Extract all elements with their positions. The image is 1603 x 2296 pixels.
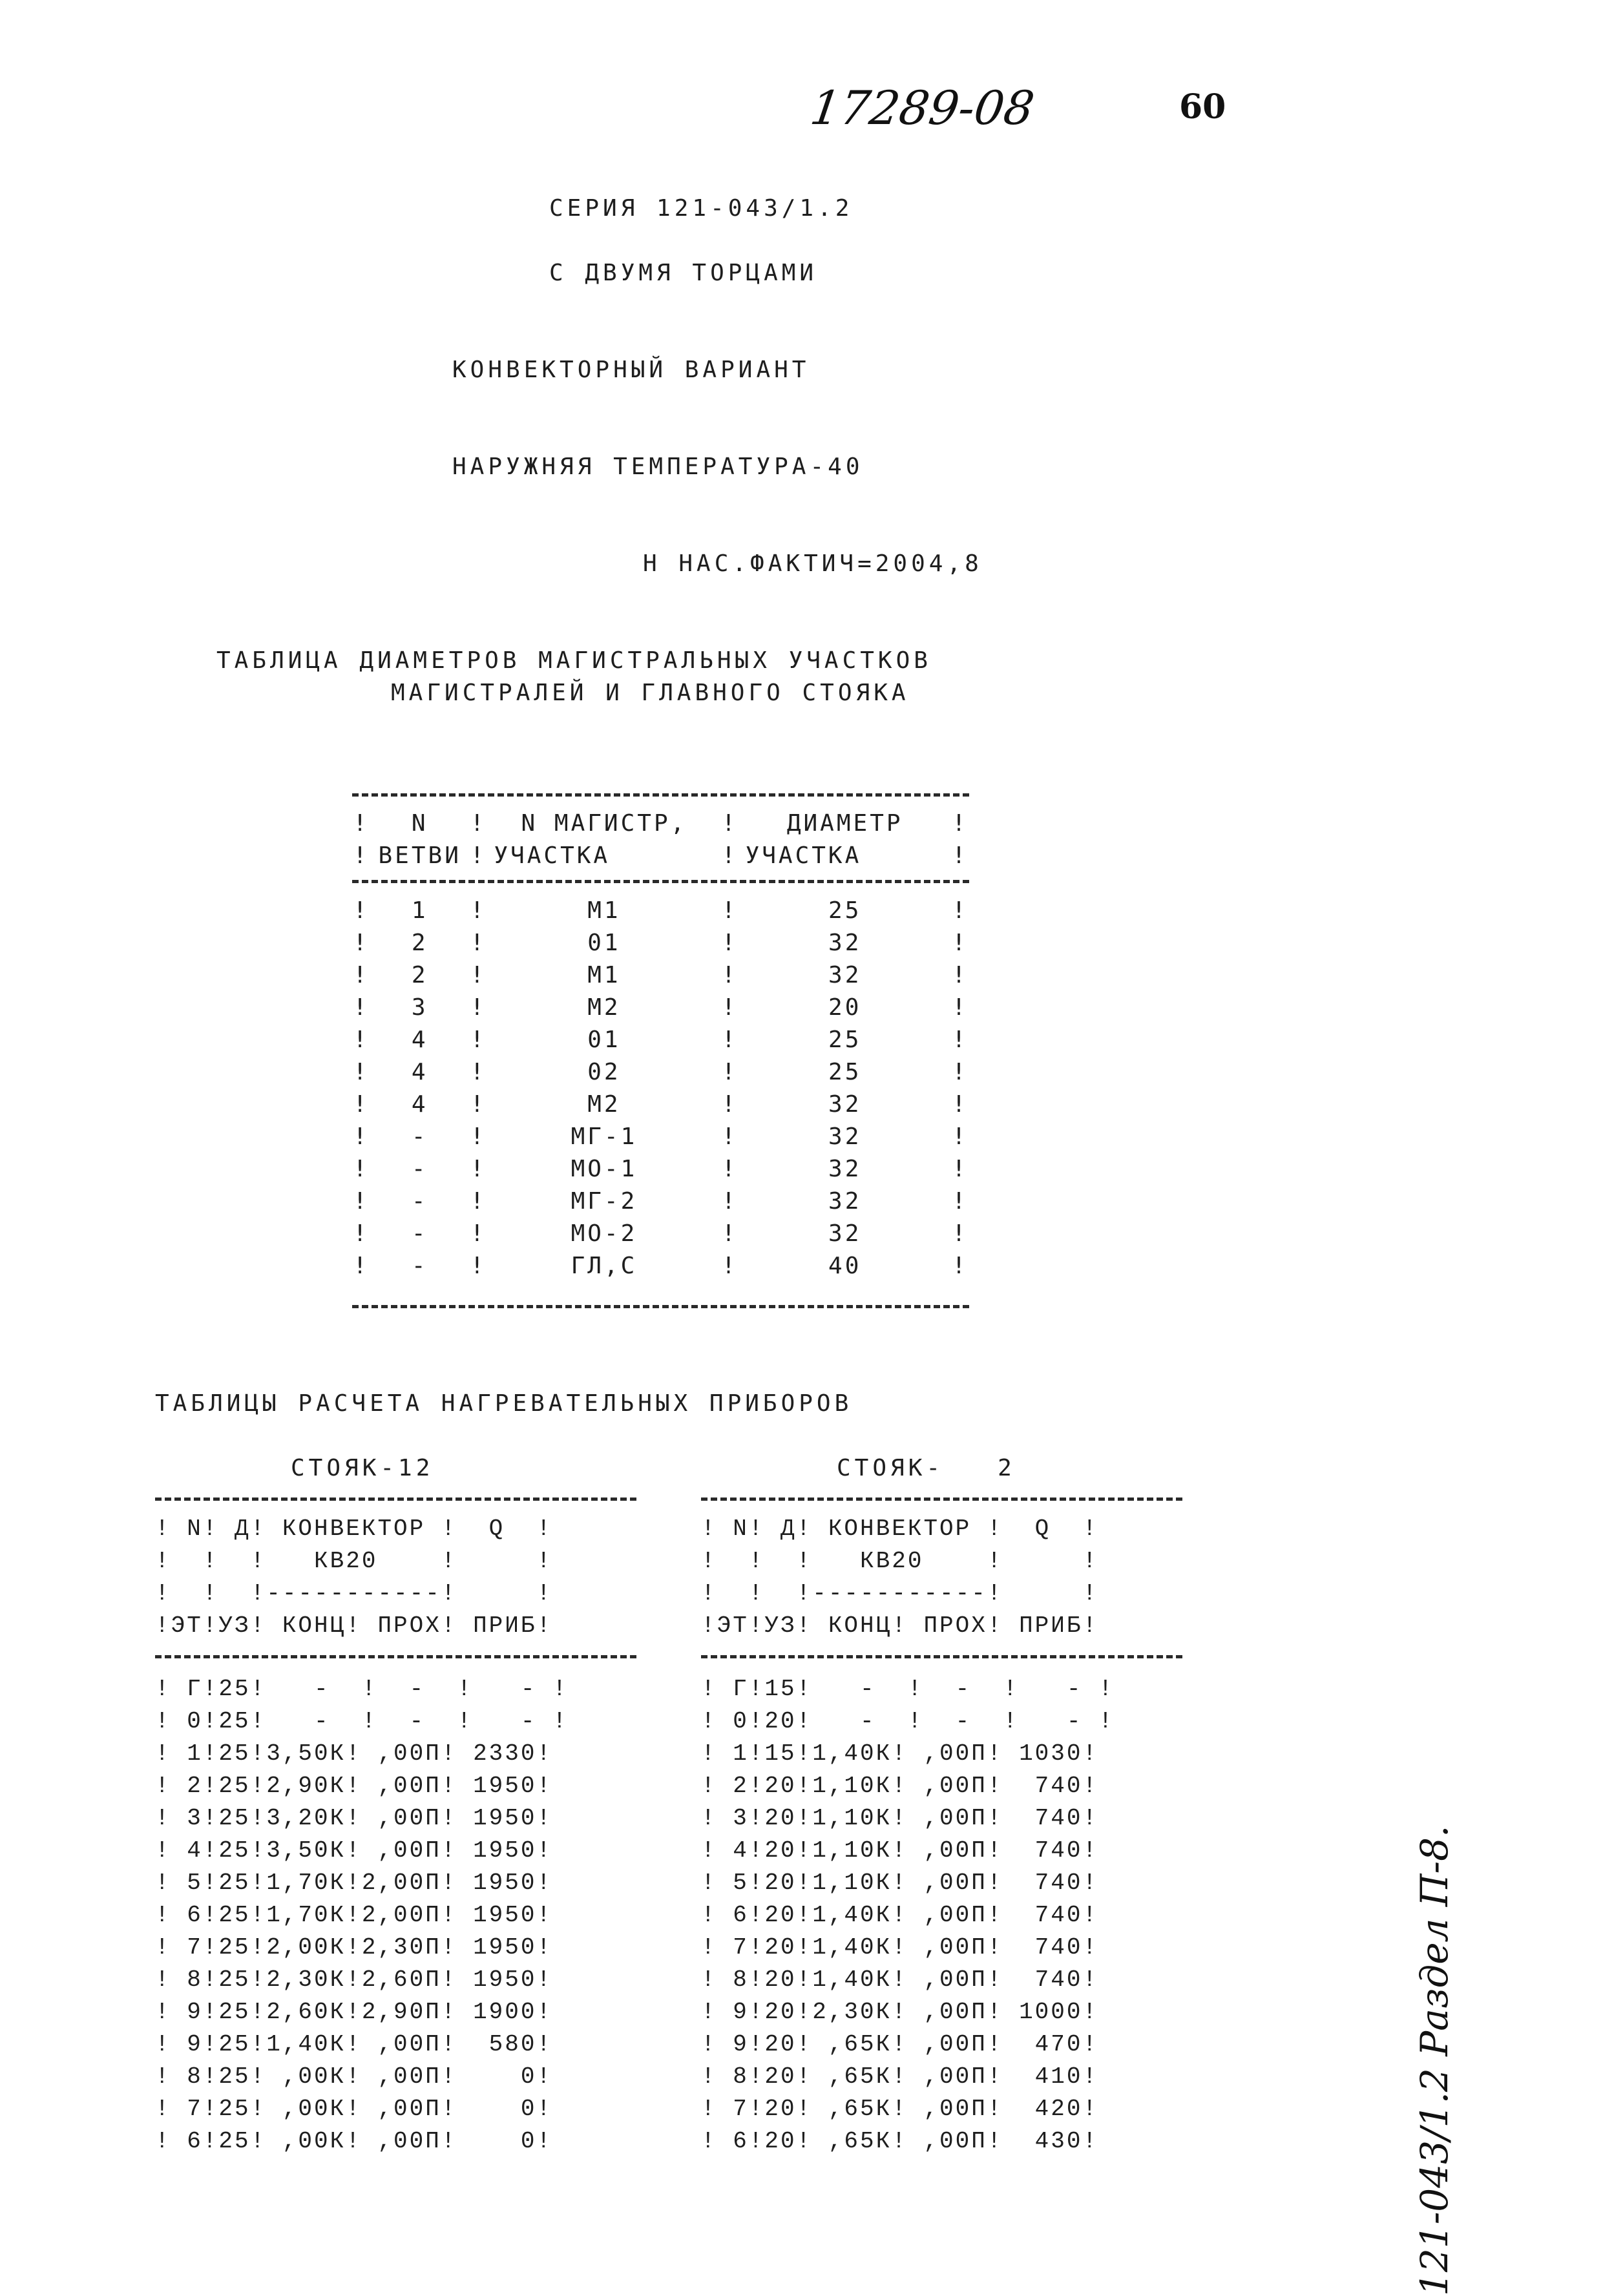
diameter-table-header-row: ! N ! N МАГИСТР, ! ДИАМЕТР ! [352,808,969,840]
table-row: ! - ! МО-2 ! 32 ! [353,1220,969,1247]
header-diameter: ДИАМЕТР [786,810,903,837]
table-row: ! 3 ! М2 ! 20 ! [353,994,969,1021]
document-number: 17289-08 [807,81,1038,135]
left-heater-table-body [155,1673,569,2158]
table-row: ! - ! ГЛ,С ! 40 ! [353,1253,969,1279]
series-line: СЕРИЯ 121-043/1.2 [549,195,854,222]
handwritten-margin-note: 121-043/1.2 Раздел П-8. [1412,1825,1456,2296]
table-row: ! 7!25!2,00К!2,30П! 1950! [155,1934,553,1961]
table-row: ! 7!20! ,65К! ,00П! 420! [701,2096,1099,2122]
table-row: ! 4!25!3,50К! ,00П! 1950! [155,1837,553,1864]
table-row: ! 9!25!1,40К! ,00П! 580! [155,2031,553,2058]
page-number: 60 [1179,87,1226,127]
table-row: ! 6!25!1,70К!2,00П! 1950! [155,1902,553,1928]
table-row: ! 1!25!3,50К! ,00П! 2330! [155,1740,553,1767]
subtitle-outside-temperature: НАРУЖНЯЯ ТЕМПЕРАТУРА-40 [452,454,864,480]
table-row: ! 5!25!1,70К!2,00П! 1950! [155,1870,553,1896]
diameter-table [352,808,969,872]
right-heater-table-body [701,1673,1115,2158]
header-section-diameter: УЧАСТКА [745,842,862,869]
table-row: ! 2 ! 01 ! 32 ! [353,930,969,956]
left-heater-table-header: ! N! Д! КОНВЕКТОР ! Q ! ! ! ! КВ20 ! ! ! ! !-----------! ! !ЭТ!УЗ! КОНЦ! ПРОХ! ПРИБ! [155,1516,553,1639]
table-row: ! 4!20!1,10К! ,00П! 740! [701,1837,1099,1864]
table-row: ! 6!25! ,00К! ,00П! 0! [155,2128,553,2155]
table-row: ! Г!25! - ! - ! - ! [155,1676,569,1702]
table-row: ! 1 ! М1 ! 25 ! [353,897,969,924]
table-row: ! 9!25!2,60К!2,90П! 1900! [155,1999,553,2025]
diameter-table-title-line2: МАГИСТРАЛЕЙ И ГЛАВНОГО СТОЯКА [391,680,910,706]
table-row: ! 2!20!1,10К! ,00П! 740! [701,1773,1099,1799]
table-row: ! 7!25! ,00К! ,00П! 0! [155,2096,553,2122]
table-row: ! 5!20!1,10К! ,00П! 740! [701,1870,1099,1896]
table-row: ! 8!20!1,40К! ,00П! 740! [701,1967,1099,1993]
table-row: ! 2!25!2,90К! ,00П! 1950! [155,1773,553,1799]
table-row: ! 4 ! М2 ! 32 ! [353,1091,969,1118]
table-row: ! 8!25!2,30К!2,60П! 1950! [155,1967,553,1993]
table-row: ! 8!20! ,65К! ,00П! 410! [701,2063,1099,2090]
header-branch-no: N [411,810,428,837]
diameter-table-body [352,895,969,1282]
diameter-table-bottom-rule [352,1305,969,1308]
table-row: ! 3!20!1,10К! ,00П! 740! [701,1805,1099,1832]
table-row: ! 6!20!1,40К! ,00П! 740! [701,1902,1099,1928]
diameter-table-header-rule [352,880,969,883]
diameter-table-top-rule [352,793,969,797]
right-table-header-rule [701,1655,1182,1658]
table-row: ! 7!20!1,40К! ,00П! 740! [701,1934,1099,1961]
table-row: ! 1!15!1,40К! ,00П! 1030! [701,1740,1099,1767]
left-riser-caption: СТОЯК-12 [291,1455,434,1481]
header-main-no: N МАГИСТР, [521,810,687,837]
table-row: ! Г!15! - ! - ! - ! [701,1676,1115,1702]
table-row: ! - ! МО-1 ! 32 ! [353,1156,969,1182]
table-row: ! 9!20! ,65К! ,00П! 470! [701,2031,1099,2058]
diameter-table-title-line1: ТАБЛИЦА ДИАМЕТРОВ МАГИСТРАЛЬНЫХ УЧАСТКОВ [216,647,932,674]
right-heater-table-header: ! N! Д! КОНВЕКТОР ! Q ! ! ! ! КВ20 ! ! ! ! !-----------! ! !ЭТ!УЗ! КОНЦ! ПРОХ! ПРИБ! [701,1516,1099,1639]
table-row: ! 9!20!2,30К! ,00П! 1000! [701,1999,1099,2025]
table-row: ! 0!20! - ! - ! - ! [701,1708,1115,1735]
right-table-top-rule [701,1498,1182,1501]
subtitle-convector-variant: КОНВЕКТОРНЫЙ ВАРИАНТ [452,357,810,383]
table-row: ! 2 ! М1 ! 32 ! [353,962,969,988]
table-row: ! 4 ! 01 ! 25 ! [353,1027,969,1053]
subtitle-actual-head: Н НАС.ФАКТИЧ=2004,8 [643,550,983,577]
table-row: ! 6!20! ,65К! ,00П! 430! [701,2128,1099,2155]
header-section: УЧАСТКА [494,842,611,869]
left-table-header-rule [155,1655,636,1658]
heater-tables-title: ТАБЛИЦЫ РАСЧЕТА НАГРЕВАТЕЛЬНЫХ ПРИБОРОВ [155,1390,853,1417]
table-row: ! 3!25!3,20К! ,00П! 1950! [155,1805,553,1832]
table-row: ! 8!25! ,00К! ,00П! 0! [155,2063,553,2090]
table-row: ! 4 ! 02 ! 25 ! [353,1059,969,1085]
table-row: ! - ! МГ-2 ! 32 ! [353,1188,969,1215]
table-row: ! - ! МГ-1 ! 32 ! [353,1123,969,1150]
subtitle-two-ends: С ДВУМЯ ТОРЦАМИ [549,260,818,286]
table-row: ! 0!25! - ! - ! - ! [155,1708,569,1735]
right-riser-caption: СТОЯК- 2 [837,1455,1016,1481]
header-branch: ВЕТВИ [378,842,461,869]
left-table-top-rule [155,1498,636,1501]
diameter-table-header-row: ! ВЕТВИ ! УЧАСТКА ! УЧАСТКА ! [352,840,969,872]
